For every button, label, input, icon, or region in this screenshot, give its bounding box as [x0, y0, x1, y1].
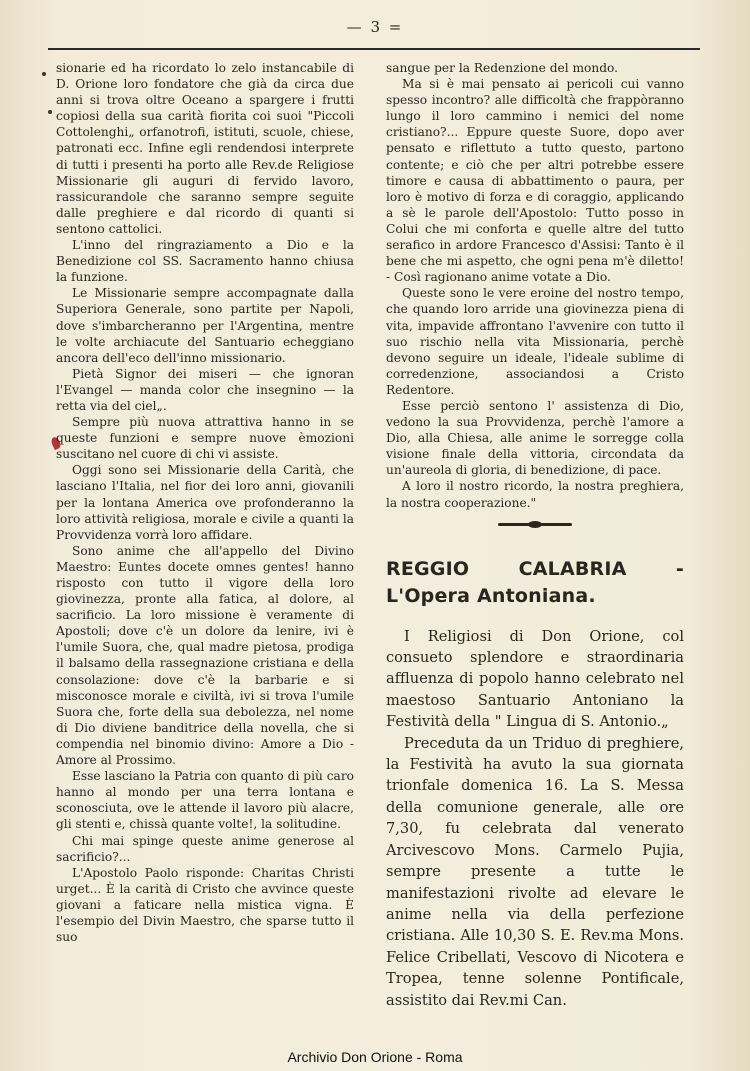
- left-column: [56, 60, 354, 945]
- article-paragraph: I Religiosi di Don Orione, col consueto splendore e straordinaria affluenza di popolo hanno celebrato nel maestoso Santuario Antoniano la Festività della " Lingua di S. Antonio.„: [386, 627, 684, 731]
- left-paragraph: Pietà Signor dei miseri — che ignoran l'Evangel — manda color che insegnino — la retta via del ciel„.: [56, 366, 354, 413]
- article-body: [386, 626, 684, 1011]
- left-paragraph: Chi mai spinge queste anime generose al sacrificio?...: [56, 833, 354, 864]
- right-paragraph: Esse perciò sentono l' assistenza di Dio, vedono la sua Provvidenza, perchè l'amore a Dio, alla Chiesa, alle anime le sorregge colla visione finale della vittoria, circondata da un'aureola di gloria, di benedizione, di pace.: [386, 398, 684, 478]
- section-separator: [498, 523, 572, 526]
- left-paragraph: Le Missionarie sempre accompagnate dalla Superiora Generale, sono partite per Napoli, dove s'imbarcheranno per l'Argentina, mentre le volte archiacute del Santuario echeggiano ancora dell'eco dell'inno missionario.: [56, 286, 354, 365]
- article-headline: REGGIO CALABRIA - L'Opera Antoniana.: [386, 557, 684, 607]
- left-paragraph: sionarie ed ha ricordato lo zelo instancabile di D. Orione loro fondatore che già da circa due anni si trova oltre Oceano a spargere i frutti copiosi della sua carità fiorita coi suoi "Piccoli Cottolenghi„ orfanotrofi, istituti, scuole, chiese, patronati ecc. Infine egli rendendosi interprete di tutti i presenti ha porto alle Rev.de Religiose Missionarie gli auguri di fervido lavoro, rassicurandole che saranno sempre seguite dalle preghiere e dal ricordo di quanti si sentono cattolici.: [56, 61, 354, 236]
- left-paragraph: Esse lasciano la Patria con quanto di più caro hanno al mondo per una terra lontana e sconosciuta, ove le attende il lavoro più alacre, gli stenti e, chissà quante volte!, la solitudine.: [56, 769, 354, 832]
- article-paragraph: Preceduta da un Triduo di preghiere, la Festività ha avuto la sua giornata trionfale domenica 16. La S. Messa della comunione generale, alle ore 7,30, fu celebrata dal venerato Arcivescovo Mons. Carmelo Pujia, sempre presente a tutte le manifestazioni rivolte ad elevare le anime nella via della perfezione cristiana. Alle 10,30 S. E. Rev.ma Mons. Felice Cribellati, Vescovo di Nicotera e Tropea, tenne solenne Pontificale, assistito dai Rev.mi Can.: [386, 734, 684, 1009]
- right-paragraph: sangue per la Redenzione del mondo.: [386, 61, 619, 75]
- left-paragraph: L'Apostolo Paolo risponde: Charitas Christi urget... È la carità di Cristo che avvince queste giovani a faticare nella mistica vigna. È l'esempio del Divin Maestro, che sparse tutto il suo: [56, 865, 354, 945]
- right-column: [386, 60, 684, 1011]
- right-paragraph: Ma si è mai pensato ai pericoli cui vanno spesso incontro? alle difficoltà che frappòranno lungo il loro cammino i nemici del nome cristiano?... Eppure queste Suore, dopo aver pensato e riflettuto a tutto questo, partono contente; e ciò che per altri potrebbe essere timore e causa di abbattimento o paura, per loro è motivo di forza e di coraggio, applicando a sè le parole dell'Apostolo: Tutto posso in Colui che mi conforta e quelle altre del tutto serafico in ardore Francesco d'Assisi: Tanto è il bene che mi aspetto, che ogni pena m'è diletto! - Così ragionano anime votate a Dio.: [386, 77, 684, 285]
- left-paragraph: Oggi sono sei Missionarie della Carità, che lasciano l'Italia, nel fior dei loro anni, giovanili per la lontana America ove profonderanno la loro attività religiosa, morale e civile a quanti la Provvidenza vorrà loro affidare.: [56, 463, 354, 542]
- left-paragraph: Sono anime che all'appello del Divino Maestro: Euntes docete omnes gentes! hanno risposto con tutto il vigore della loro giovinezza, pronte alla fatica, al dolore, al sacrificio. La loro missione è veramente di Apostoli; dove c'è un dolore da lenire, ivi è l'umile Suora, che, qual madre pietosa, prodiga il balsamo della rassegnazione cristiana e della consolazione: dove c'è la barbarie e si misconosce morale e civiltà, ivi si trova l'umile Suora che, forte della sua debolezza, nel nome di Dio diviene banditrice della novella, che si compendia nel binomio divino: Amore a Dio - Amore al Prossimo.: [56, 543, 354, 768]
- margin-dot: [48, 110, 52, 114]
- archive-footer: Archivio Don Orione - Roma: [287, 1049, 463, 1065]
- left-paragraph: Sempre più nuova attrattiva hanno in se queste funzioni e sempre nuove èmozioni suscitano nel cuore di chi vi assiste.: [56, 415, 354, 462]
- right-paragraph: A loro il nostro ricordo, la nostra preghiera, la nostra cooperazione.": [386, 479, 684, 510]
- margin-dot: [42, 72, 46, 76]
- left-paragraph: L'inno del ringraziamento a Dio e la Benedizione col SS. Sacramento hanno chiusa la funzione.: [56, 238, 354, 285]
- right-paragraph: Queste sono le vere eroine del nostro tempo, che quando loro arride una giovinezza piena di vita, impavide affrontano l'avvenire con tutto il suo rischio nella vita Missionaria, perchè devono seguire un ideale, l'ideale sublime di corredenzione, associandosi a Cristo Redentore.: [386, 286, 684, 397]
- header-rule: [48, 48, 700, 50]
- page-number: — 3 =: [346, 18, 404, 36]
